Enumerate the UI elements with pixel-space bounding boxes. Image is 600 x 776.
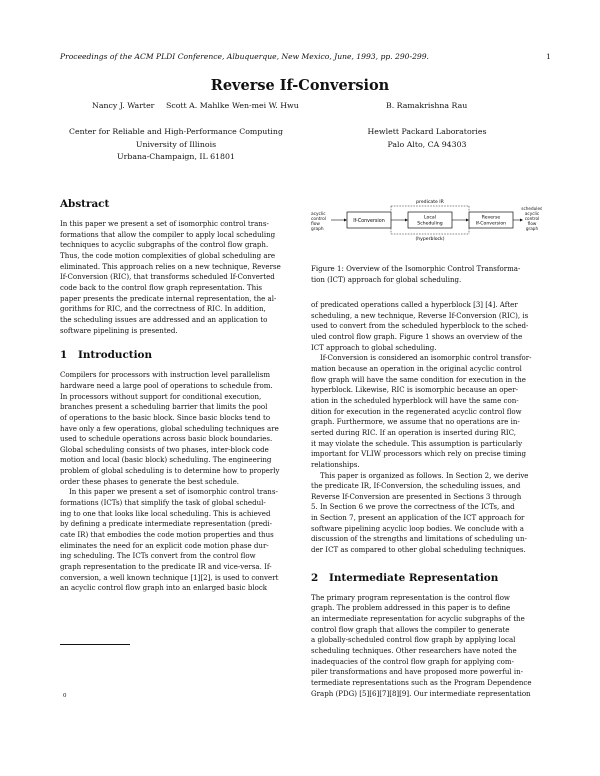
author-mahlke: Scott A. Mahlke: [166, 101, 230, 110]
section-2-paragraph-1: The primary program representation is the control flow graph. The problem addressed in this paper is to define an intermediate representation for acyclic subgraphs of the control flow graph that allows the compiler to generate a globally-scheduled control flow graph by applying local scheduling techniques. Other researchers have noted the inadequacies of the control flow graph for applying com- piler transformations and have proposed more powerful in- termediate representations such as the Program Dependence Graph (PDG) [5][6][7][8][9]. Our intermediate representation: [311, 592, 532, 698]
output-label: control: [524, 216, 540, 221]
section-title: Intermediate Representation: [329, 571, 499, 584]
arrowhead: [405, 219, 408, 222]
input-label: flow: [311, 222, 320, 227]
output-label: flow: [527, 221, 537, 226]
section-1-heading: [60, 349, 292, 361]
predicate-ir-label: predicate IR: [416, 200, 444, 205]
footnote-mark: 0: [63, 693, 67, 699]
left-column: [60, 198, 292, 594]
arrowhead: [344, 219, 347, 222]
author-warter: Nancy J. Warter: [92, 101, 155, 110]
running-head: Proceedings of the ACM PLDI Conference, Albuquerque, New Mexico, June, 1993, pp. 290-299.: [60, 52, 429, 61]
hyperblock-label: (hyperblock): [415, 237, 445, 242]
arrowhead: [520, 219, 523, 222]
intro-paragraph-4: If-Conversion is considered an isomorphic control transfor- mation because an operation in the original acyclic control flow graph will have the same condition for execution in the hyperblock. Likewise, RIC is isomorphic because an oper- ation in the scheduled hyperblock will have the same con- dition for execution in the regenerated acyclic control flow graph. Furthermore, we assume that no operations are in- serted during RIC. If an operation is inserted during RIC, it may violate the schedule. This assumption is particularly important for VLIW processors which rely on precise timing relationships.: [311, 353, 532, 469]
output-label: acyclic: [524, 211, 540, 216]
arrowhead: [466, 219, 469, 222]
right-column: [311, 300, 542, 699]
footnote-rule: [60, 644, 130, 645]
reverse-if-conversion-label: Reverse: [481, 215, 501, 221]
reverse-if-conversion-label: If-Conversion: [475, 221, 507, 227]
intro-paragraph-3: of predicated operations called a hyperblock [3] [4]. After scheduling, a new technique, Reverse If-Conversion (RIC), is used to convert from the scheduled hyperblock to the sched- uled control flow graph. Figure 1 shows an overview of the ICT approach to global scheduling.: [311, 300, 529, 352]
output-label: graph: [525, 226, 539, 231]
figure-1-caption: Figure 1: Overview of the Isomorphic Control Transforma- tion (ICT) approach for global scheduling.: [311, 264, 521, 284]
affiliation-line: Palo Alto, CA 94303: [387, 139, 467, 149]
section-title: Introduction: [78, 349, 152, 362]
author-hwu: Wen-mei W. Hwu: [232, 101, 299, 110]
ict-diagram: [311, 198, 542, 260]
author-rau: B. Ramakrishna Rau: [386, 101, 468, 110]
input-label: graph: [311, 227, 324, 232]
section-2-heading: [311, 572, 542, 584]
section-number: 2: [311, 571, 319, 584]
intro-paragraph-2: In this paper we present a set of isomorphic control trans- formations (ICTs) that simplify the task of global schedul- ing to one that looks like local scheduling. This is achieved by defining a predicate intermediate representation (predi- cate IR) that embodies the code motion properties and thus eliminates the need for an explicit code motion phase dur- ing scheduling. The ICTs convert from the control flow graph representation to the predicate IR and vice-versa. If- conversion, a well known technique [1][2], is used to convert an acyclic control flow graph into an enlarged basic block: [60, 487, 279, 593]
local-scheduling-label: Local: [424, 215, 436, 221]
input-label: acyclic: [311, 212, 326, 217]
intro-paragraph-5: This paper is organized as follows. In Section 2, we derive the predicate IR, If-Conversion, the scheduling issues, and Reverse If-Conversion are presented in Sections 3 through 5. In Section 6 we prove the correctness of the ICTs, and in Section 7, present an application of the ICT approach for software pipelining acyclic loop bodies. We conclude with a discussion of the strengths and limitations of scheduling un- der ICT as compared to other global scheduling techniques.: [311, 470, 529, 555]
section-number: 1: [60, 349, 68, 362]
if-conversion-label: If-Conversion: [353, 218, 385, 224]
abstract-heading: Abstract: [60, 198, 110, 210]
abstract-text: In this paper we present a set of isomorphic control trans- formations that allow the compiler to apply local scheduling techniques to acyclic subgraphs of the control flow graph. Thus, the code motion complexities of global scheduling are eliminated. This approach relies on a new technique, Reverse If-Conversion (RIC), that transforms scheduled If-Converted code back to the control flow graph representation. This paper presents the predicate internal representation, the al- gorithms for RIC, and the correctness of RIC. In addition, the scheduling issues are addressed and an application to software pipelining is presented.: [60, 219, 281, 335]
figure-1: [311, 198, 542, 260]
affiliation-illinois: [60, 126, 292, 164]
paper-title: Reverse If-Conversion: [210, 77, 390, 94]
output-label: scheduled: [521, 206, 542, 211]
affiliation-line: University of Illinois: [135, 139, 217, 149]
page-number: 1: [546, 52, 551, 61]
affiliation-line: Urbana-Champaign, IL 61801: [117, 152, 235, 162]
local-scheduling-label: Scheduling: [417, 221, 443, 227]
affiliation-hp: [340, 126, 514, 151]
affiliation-line: Hewlett Packard Laboratories: [367, 127, 487, 136]
intro-paragraph-1: Compilers for processors with instruction level parallelism hardware need a large pool of operations to schedule from. In processors without support for conditional execution, branches present a scheduling barrier that limits the pool of operations to the basic block. Since basic blocks tend to have only a few operations, global scheduling techniques are used to schedule operations across basic block boundaries. Global scheduling consists of two phases, inter-block code motion and local (basic block) scheduling. The engineering problem of global scheduling is to determine how to properly order these phases to generate the best schedule.: [60, 370, 280, 486]
affiliation-line: Center for Reliable and High-Performance Computing: [69, 127, 283, 136]
input-label: control: [311, 217, 326, 222]
